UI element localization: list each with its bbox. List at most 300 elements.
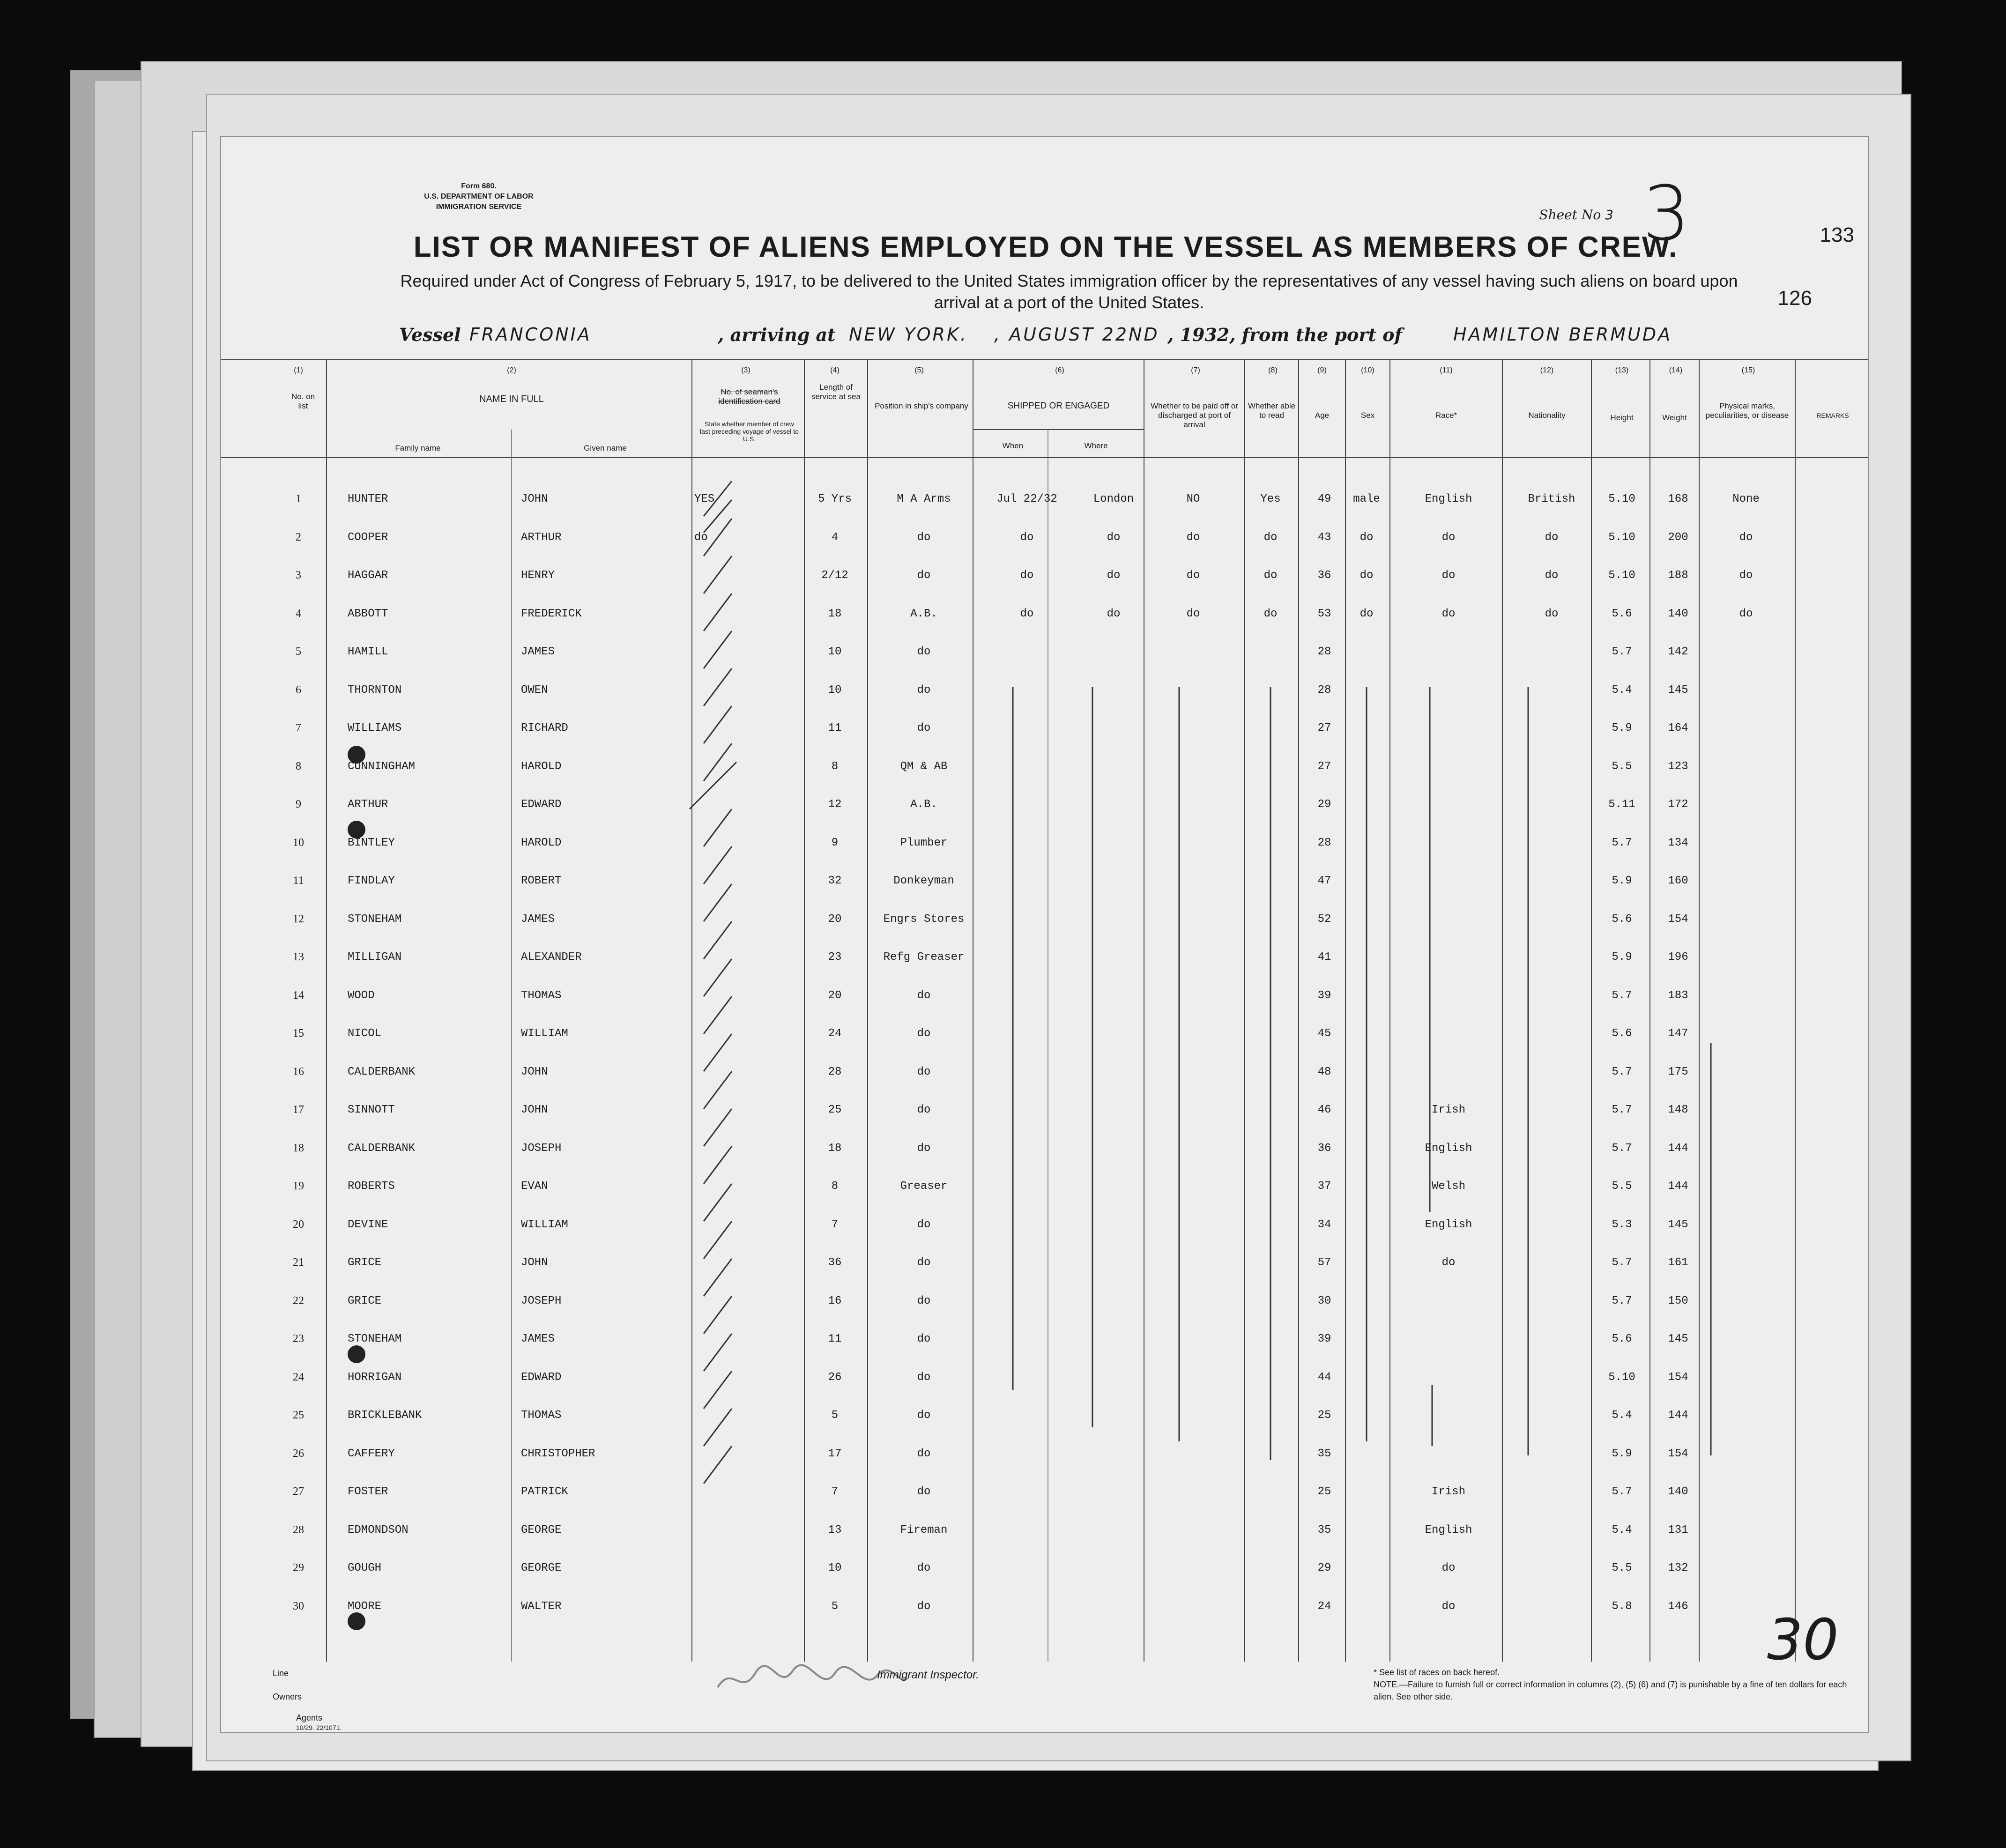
ship-position-cell: do	[917, 1562, 931, 1574]
age-cell: 29	[1317, 1562, 1331, 1574]
race-cell: do	[1441, 1256, 1456, 1269]
length-of-service-cell: 10	[828, 683, 842, 697]
header-weight: Weight	[1662, 413, 1687, 422]
paid-off-cell: do	[1186, 569, 1200, 582]
height-cell: 5.6	[1612, 1333, 1632, 1345]
given-name-cell: JOHN	[521, 1104, 548, 1116]
weight-cell: 175	[1668, 1065, 1688, 1078]
length-of-service-cell: 18	[828, 1142, 842, 1155]
ship-position-cell: Engrs Stores	[883, 913, 965, 926]
given-name-cell: JAMES	[521, 1333, 555, 1345]
height-cell: 5.7	[1612, 646, 1632, 658]
length-of-service-cell: 7	[831, 1485, 839, 1498]
height-cell: 5.5	[1612, 1180, 1632, 1193]
age-cell: 48	[1317, 1065, 1331, 1078]
weight-cell: 164	[1668, 722, 1688, 735]
length-of-service-cell: 11	[828, 1333, 842, 1345]
row-number-cell: 7	[296, 722, 301, 734]
length-of-service-cell: 5	[831, 1600, 839, 1613]
height-cell: 5.7	[1612, 1104, 1632, 1116]
age-cell: 39	[1317, 989, 1331, 1002]
age-cell: 53	[1317, 607, 1331, 620]
column-number: (7)	[1191, 366, 1200, 374]
column-number: (8)	[1268, 366, 1278, 374]
ship-position-cell: do	[917, 1218, 931, 1231]
row-number-cell: 19	[293, 1180, 304, 1192]
row-number-cell: 25	[293, 1409, 304, 1421]
height-cell: 5.4	[1612, 1409, 1632, 1422]
service-name: IMMIGRATION SERVICE	[436, 203, 522, 211]
race-cell: English	[1425, 1142, 1472, 1155]
table-row	[221, 646, 1869, 674]
length-of-service-cell: 28	[828, 1065, 842, 1078]
family-name-cell: STONEHAM	[348, 1333, 402, 1345]
table-row	[221, 1256, 1869, 1284]
table-row	[221, 722, 1869, 750]
row-number-cell: 8	[296, 760, 301, 772]
given-name-cell: JOHN	[521, 1065, 548, 1078]
arrival-date: , AUGUST 22ND	[994, 324, 1159, 345]
weight-cell: 145	[1668, 1218, 1688, 1231]
age-cell: 27	[1317, 760, 1331, 773]
weight-cell: 145	[1668, 1333, 1688, 1345]
sex-cell: do	[1360, 607, 1374, 620]
header-shipped: SHIPPED OR ENGAGED	[1007, 401, 1110, 411]
table-row	[221, 1562, 1869, 1590]
header-position: Position in ship's company	[875, 401, 968, 410]
age-cell: 39	[1317, 1333, 1331, 1345]
height-cell: 5.6	[1612, 1027, 1632, 1040]
family-name-cell: CUNNINGHAM	[348, 760, 416, 773]
row-number-cell: 11	[293, 875, 304, 887]
length-of-service-cell: 7	[831, 1218, 839, 1231]
height-cell: 5.9	[1612, 951, 1632, 964]
nationality-cell: do	[1545, 569, 1559, 582]
family-name-cell: SINNOTT	[348, 1104, 395, 1116]
given-name-cell: WILLIAM	[521, 1027, 568, 1040]
table-row	[221, 1600, 1869, 1628]
row-number-cell: 28	[293, 1523, 304, 1536]
shipped-when-cell: do	[1020, 607, 1034, 620]
family-name-cell: MOORE	[348, 1600, 382, 1613]
vessel-line	[399, 324, 1851, 352]
length-of-service-cell: 9	[831, 836, 839, 849]
row-number-cell: 14	[293, 989, 304, 1002]
able-to-read-cell: do	[1263, 531, 1278, 544]
given-name-cell: JOSEPH	[521, 1142, 562, 1155]
weight-cell: 154	[1668, 1447, 1688, 1460]
family-name-cell: DEVINE	[348, 1218, 388, 1231]
ship-position-cell: do	[917, 1294, 931, 1307]
age-cell: 28	[1317, 836, 1331, 849]
sex-cell: do	[1360, 531, 1374, 544]
inspector-label: Immigrant Inspector.	[877, 1669, 979, 1681]
vessel-label: Vessel	[399, 324, 461, 345]
ship-position-cell: Donkeyman	[893, 875, 954, 887]
length-of-service-cell: 16	[828, 1294, 842, 1307]
table-row	[221, 1371, 1869, 1399]
height-cell: 5.6	[1612, 607, 1632, 620]
shipped-where-cell: do	[1107, 569, 1121, 582]
arrival-port: NEW YORK.	[849, 324, 968, 345]
margin-number-top: 133	[1820, 223, 1854, 246]
able-to-read-cell: do	[1263, 607, 1278, 620]
nationality-cell: do	[1545, 607, 1559, 620]
height-cell: 5.6	[1612, 913, 1632, 926]
height-cell: 5.9	[1612, 722, 1632, 735]
form-identifier	[409, 181, 549, 212]
weight-cell: 160	[1668, 875, 1688, 887]
age-cell: 57	[1317, 1256, 1331, 1269]
given-name-cell: JAMES	[521, 913, 555, 926]
length-of-service-cell: 26	[828, 1371, 842, 1384]
weight-cell: 168	[1668, 493, 1688, 505]
header-able-read: Whether able to read	[1248, 401, 1296, 420]
weight-cell: 188	[1668, 569, 1688, 582]
row-number-cell: 10	[293, 836, 304, 849]
footer-line-label: Line	[273, 1669, 289, 1678]
ship-position-cell: do	[917, 1027, 931, 1040]
race-cell: do	[1441, 607, 1456, 620]
race-cell: Irish	[1431, 1485, 1465, 1498]
table-row	[221, 1409, 1869, 1437]
height-cell: 5.11	[1608, 798, 1635, 811]
weight-cell: 145	[1668, 683, 1688, 697]
family-name-cell: BINTLEY	[348, 836, 395, 849]
age-cell: 52	[1317, 913, 1331, 926]
shipped-when-cell: Jul 22/32	[996, 493, 1057, 505]
height-cell: 5.4	[1612, 683, 1632, 697]
length-of-service-cell: 10	[828, 1562, 842, 1574]
length-of-service-cell: 5	[831, 1409, 839, 1422]
age-cell: 35	[1317, 1523, 1331, 1536]
given-name-cell: JOSEPH	[521, 1294, 562, 1307]
height-cell: 5.7	[1612, 989, 1632, 1002]
column-number: (6)	[1055, 366, 1064, 374]
weight-cell: 148	[1668, 1104, 1688, 1116]
row-number-cell: 23	[293, 1333, 304, 1345]
family-name-cell: COOPER	[348, 531, 388, 544]
physical-marks-cell: do	[1739, 607, 1753, 620]
row-number-cell: 12	[293, 913, 304, 925]
header-name-in-full: NAME IN FULL	[479, 394, 544, 404]
age-cell: 30	[1317, 1294, 1331, 1307]
ship-position-cell: do	[917, 989, 931, 1002]
height-cell: 5.4	[1612, 1523, 1632, 1536]
ship-position-cell: do	[917, 531, 931, 544]
age-cell: 45	[1317, 1027, 1331, 1040]
given-name-cell: FREDERICK	[521, 607, 582, 620]
row-number-cell: 20	[293, 1218, 304, 1231]
physical-marks-cell: do	[1739, 531, 1753, 544]
family-name-cell: GRICE	[348, 1294, 382, 1307]
paid-off-cell: do	[1186, 531, 1200, 544]
row-number-cell: 22	[293, 1294, 304, 1307]
footer-agents-label: Agents	[296, 1713, 323, 1722]
footer	[221, 1608, 1869, 1733]
family-name-cell: EDMONDSON	[348, 1523, 409, 1536]
penalty-note: NOTE.—Failure to furnish full or correct information in columns (2), (5) (6) and (7) is punishable by a fine of ten dollars for each alien. See other side.	[1374, 1680, 1847, 1701]
length-of-service-cell: 10	[828, 646, 842, 658]
table-row	[221, 1447, 1869, 1476]
weight-cell: 200	[1668, 531, 1688, 544]
table-row	[221, 569, 1869, 597]
race-cell: English	[1425, 1218, 1472, 1231]
given-name-cell: JAMES	[521, 646, 555, 658]
weight-cell: 134	[1668, 836, 1688, 849]
ship-position-cell: Fireman	[900, 1523, 948, 1536]
row-number-cell: 2	[296, 531, 301, 543]
weight-cell: 144	[1668, 1180, 1688, 1193]
physical-marks-cell: None	[1732, 493, 1760, 505]
given-name-cell: ARTHUR	[521, 531, 562, 544]
ship-position-cell: do	[917, 1600, 931, 1613]
height-cell: 5.7	[1612, 1294, 1632, 1307]
family-name-cell: ABBOTT	[348, 607, 388, 620]
header-given-name: Given name	[584, 444, 627, 453]
table-row	[221, 837, 1869, 865]
given-name-cell: CHRISTOPHER	[521, 1447, 595, 1460]
table-row	[221, 608, 1869, 636]
shipped-when-cell: do	[1020, 531, 1034, 544]
length-of-service-cell: 24	[828, 1027, 842, 1040]
ship-position-cell: A.B.	[910, 607, 937, 620]
age-cell: 27	[1317, 722, 1331, 735]
department-name: U.S. DEPARTMENT OF LABOR	[424, 193, 534, 200]
footer-owners-label: Owners	[273, 1692, 302, 1701]
table-row	[221, 1027, 1869, 1055]
table-row	[221, 1180, 1869, 1208]
sheet-number-handwritten: 3	[1642, 170, 1690, 257]
physical-marks-cell: do	[1739, 569, 1753, 582]
family-name-cell: BRICKLEBANK	[348, 1409, 422, 1422]
family-name-cell: GRICE	[348, 1256, 382, 1269]
ship-position-cell: Plumber	[900, 836, 948, 849]
row-number-cell: 21	[293, 1256, 304, 1269]
given-name-cell: THOMAS	[521, 989, 562, 1002]
height-cell: 5.5	[1612, 1562, 1632, 1574]
given-name-cell: ALEXANDER	[521, 951, 582, 964]
age-cell: 36	[1317, 1142, 1331, 1155]
family-name-cell: HAMILL	[348, 646, 388, 658]
table-row	[221, 875, 1869, 903]
race-cell: Welsh	[1431, 1180, 1465, 1193]
year-from-label: , 1932, from the port of	[1167, 324, 1402, 345]
row-number-cell: 9	[296, 798, 301, 810]
row-number-cell: 6	[296, 683, 301, 696]
crew-manifest-table	[221, 359, 1869, 1662]
family-name-cell: ROBERTS	[348, 1180, 395, 1193]
document-subtitle: Required under Act of Congress of February 5, 1917, to be delivered to the United States immigration officer by the representatives of any vessel having such aliens on board upon arrival at a port of the United States.	[400, 271, 1738, 312]
ship-position-cell: do	[917, 646, 931, 658]
ship-position-cell: A.B.	[910, 798, 937, 811]
row-number-cell: 24	[293, 1371, 304, 1383]
arriving-label: , arriving at	[718, 324, 836, 345]
header-card-sub: State whether member of crew last preceding voyage of vessel to U.S.	[700, 420, 799, 443]
length-of-service-cell: 13	[828, 1523, 842, 1536]
height-cell: 5.10	[1608, 1371, 1635, 1384]
table-row	[221, 1524, 1869, 1552]
family-name-cell: STONEHAM	[348, 913, 402, 926]
age-cell: 47	[1317, 875, 1331, 887]
family-name-cell: CAFFERY	[348, 1447, 395, 1460]
family-name-cell: CALDERBANK	[348, 1142, 416, 1155]
header-where: Where	[1084, 441, 1108, 450]
sheet-number-value: 3	[1605, 207, 1615, 223]
header-card-struck: No. of seaman's identification card	[718, 387, 780, 406]
race-cell: English	[1425, 493, 1472, 505]
weight-cell: 150	[1668, 1294, 1688, 1307]
ship-position-cell: do	[917, 569, 931, 582]
shipped-where-cell: do	[1107, 607, 1121, 620]
length-of-service-cell: 25	[828, 1104, 842, 1116]
table-row	[221, 989, 1869, 1017]
departure-port: HAMILTON BERMUDA	[1453, 324, 1672, 345]
height-cell: 5.7	[1612, 1142, 1632, 1155]
given-name-cell: ROBERT	[521, 875, 562, 887]
form-number: Form 680.	[461, 182, 497, 190]
ship-position-cell: do	[917, 1065, 931, 1078]
ship-position-cell: do	[917, 1333, 931, 1345]
given-name-cell: OWEN	[521, 683, 548, 697]
header-no-on-list: No. on list	[291, 392, 315, 410]
height-cell: 5.9	[1612, 1447, 1632, 1460]
table-row	[221, 760, 1869, 788]
column-number: (11)	[1440, 366, 1453, 374]
table-row	[221, 1218, 1869, 1247]
length-of-service-cell: 17	[828, 1447, 842, 1460]
card-status-cell: do	[694, 531, 708, 544]
column-number: (5)	[914, 366, 924, 374]
ship-position-cell: QM & AB	[900, 760, 948, 773]
weight-cell: 140	[1668, 607, 1688, 620]
given-name-cell: PATRICK	[521, 1485, 568, 1498]
length-of-service-cell: 5 Yrs	[817, 493, 852, 505]
header-family-name: Family name	[395, 444, 441, 453]
given-name-cell: RICHARD	[521, 722, 568, 735]
weight-cell: 154	[1668, 913, 1688, 926]
shipped-where-cell: London	[1093, 493, 1134, 505]
row-number-cell: 1	[296, 493, 301, 505]
margin-number-side: 126	[1777, 287, 1812, 310]
weight-cell: 146	[1668, 1600, 1688, 1613]
weight-cell: 144	[1668, 1409, 1688, 1422]
row-number-cell: 29	[293, 1562, 304, 1574]
age-cell: 28	[1317, 646, 1331, 658]
given-name-cell: EVAN	[521, 1180, 548, 1193]
column-number: (12)	[1540, 366, 1554, 374]
length-of-service-cell: 18	[828, 607, 842, 620]
height-cell: 5.7	[1612, 1256, 1632, 1269]
weight-cell: 131	[1668, 1523, 1688, 1536]
weight-cell: 142	[1668, 646, 1688, 658]
vessel-name: FRANCONIA	[469, 324, 592, 345]
table-row	[221, 531, 1869, 559]
race-cell: do	[1441, 569, 1456, 582]
header-race: Race*	[1435, 411, 1457, 420]
race-cell: do	[1441, 1600, 1456, 1613]
sheet-number-field	[1539, 207, 1615, 223]
header-age: Age	[1315, 411, 1330, 420]
weight-cell: 132	[1668, 1562, 1688, 1574]
weight-cell: 183	[1668, 989, 1688, 1002]
column-number: (4)	[830, 366, 840, 374]
height-cell: 5.7	[1612, 1065, 1632, 1078]
given-name-cell: HENRY	[521, 569, 555, 582]
family-name-cell: WOOD	[348, 989, 375, 1002]
height-cell: 5.5	[1612, 760, 1632, 773]
row-number-cell: 4	[296, 607, 301, 620]
family-name-cell: ARTHUR	[348, 798, 388, 811]
table-row	[221, 684, 1869, 712]
age-cell: 29	[1317, 798, 1331, 811]
column-number: (2)	[507, 366, 516, 374]
age-cell: 37	[1317, 1180, 1331, 1193]
length-of-service-cell: 12	[828, 798, 842, 811]
height-cell: 5.8	[1612, 1600, 1632, 1613]
table-row	[221, 951, 1869, 979]
header-height: Height	[1610, 413, 1634, 422]
age-cell: 28	[1317, 683, 1331, 697]
row-number-cell: 16	[293, 1065, 304, 1078]
ship-position-cell: do	[917, 1142, 931, 1155]
height-cell: 5.9	[1612, 875, 1632, 887]
family-name-cell: CALDERBANK	[348, 1065, 416, 1078]
given-name-cell: GEORGE	[521, 1562, 562, 1574]
race-cell: English	[1425, 1523, 1472, 1536]
table-row	[221, 493, 1869, 521]
ship-position-cell: do	[917, 1409, 931, 1422]
family-name-cell: NICOL	[348, 1027, 382, 1040]
row-number-cell: 13	[293, 951, 304, 963]
column-number: (3)	[741, 366, 750, 374]
age-cell: 24	[1317, 1600, 1331, 1613]
length-of-service-cell: 4	[831, 531, 839, 544]
weight-cell: 172	[1668, 798, 1688, 811]
ship-position-cell: do	[917, 1447, 931, 1460]
able-to-read-cell: do	[1263, 569, 1278, 582]
age-cell: 35	[1317, 1447, 1331, 1460]
given-name-cell: JOHN	[521, 1256, 548, 1269]
column-number: (14)	[1669, 366, 1683, 374]
length-of-service-cell: 11	[828, 722, 842, 735]
given-name-cell: WALTER	[521, 1600, 562, 1613]
able-to-read-cell: Yes	[1260, 493, 1281, 505]
sex-cell: do	[1360, 569, 1374, 582]
length-of-service-cell: 36	[828, 1256, 842, 1269]
family-name-cell: GOUGH	[348, 1562, 382, 1574]
weight-cell: 154	[1668, 1371, 1688, 1384]
header-sex: Sex	[1360, 411, 1375, 420]
ship-position-cell: do	[917, 1485, 931, 1498]
footer-print-code: 10/29. 22/1071.	[296, 1724, 342, 1731]
table-row	[221, 1295, 1869, 1323]
races-note: * See list of races on back hereof.	[1374, 1668, 1500, 1677]
given-name-cell: EDWARD	[521, 1371, 562, 1384]
table-row	[221, 1333, 1869, 1361]
row-number-cell: 26	[293, 1447, 304, 1460]
table-row	[221, 1485, 1869, 1514]
row-number-cell: 27	[293, 1485, 304, 1498]
table-row	[221, 1142, 1869, 1170]
table-row	[221, 798, 1869, 826]
ship-position-cell: M A Arms	[897, 493, 951, 505]
total-count-handwritten: 30	[1767, 1608, 1839, 1673]
paid-off-cell: NO	[1186, 493, 1200, 505]
height-cell: 5.10	[1608, 569, 1635, 582]
height-cell: 5.7	[1612, 1485, 1632, 1498]
footer-note	[1374, 1666, 1865, 1703]
